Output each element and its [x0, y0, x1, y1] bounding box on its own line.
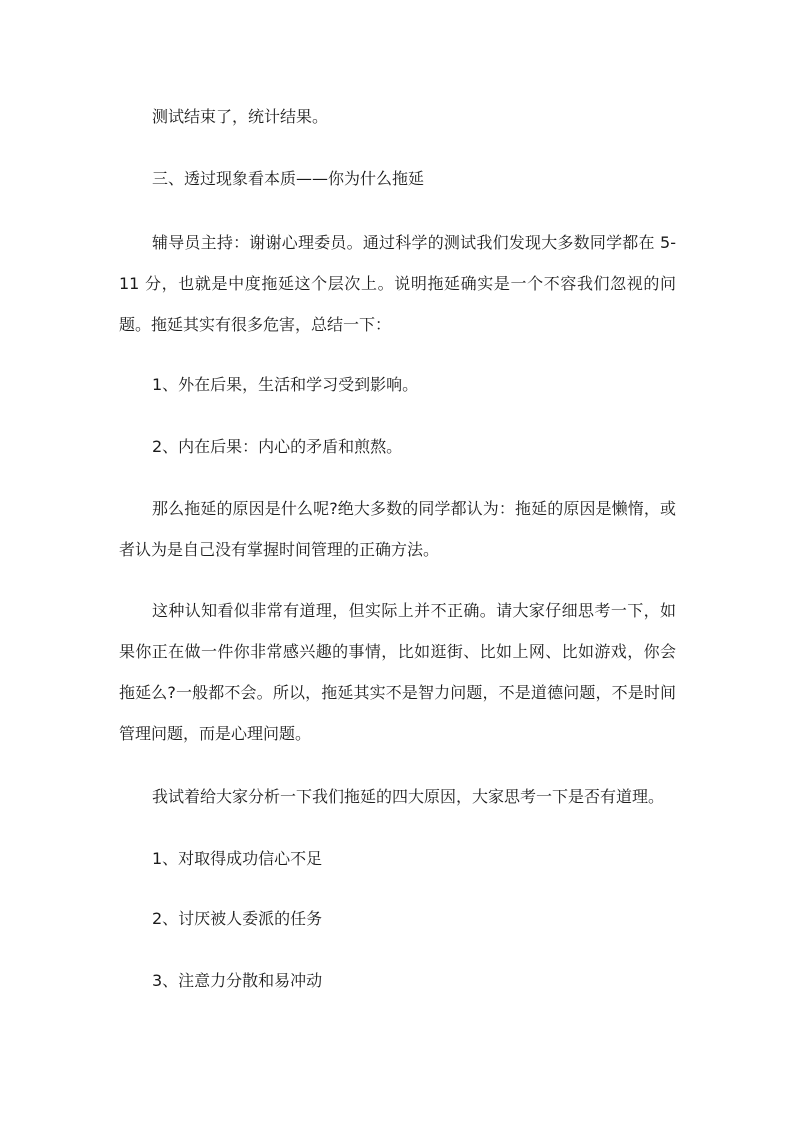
list-item-outer-consequence: 1、外在后果，生活和学习受到影响。 [152, 375, 419, 394]
list-item-inner-consequence: 2、内在后果：内心的矛盾和煎熬。 [152, 437, 403, 456]
paragraph-counselor: 辅导员主持：谢谢心理委员。通过科学的测试我们发现大多数同学都在 5-11 分，也就是中度拖延这个层次上。说明拖延确实是一个不容我们忽视的问题。拖延其实有很多危害，总结一下： [119, 233, 676, 334]
paragraph-test-ended: 测试结束了，统计结果。 [152, 107, 329, 126]
list-item-reason-1: 1、对取得成功信心不足 [152, 849, 323, 868]
paragraph-cognition: 这种认知看似非常有道理，但实际上并不正确。请大家仔细思考一下，如果你正在做一件你非常感兴趣的事情，比如逛街、比如上网、比如游戏，你会拖延么?一般都不会。所以，拖延其实不是智力问题，不是道德问题，不是时间管理问题，而是心理问题。 [119, 601, 676, 743]
list-item-reason-2: 2、讨厌被人委派的任务 [152, 909, 323, 928]
paragraph-four-reasons-intro: 我试着给大家分析一下我们拖延的四大原因，大家思考一下是否有道理。 [152, 787, 665, 806]
paragraph-reasons-question: 那么拖延的原因是什么呢?绝大多数的同学都认为：拖延的原因是懒惰，或者认为是自己没有掌握时间管理的正确方法。 [119, 499, 676, 559]
list-item-reason-3: 3、注意力分散和易冲动 [152, 971, 323, 990]
section-heading-3: 三、透过现象看本质——你为什么拖延 [152, 169, 425, 188]
